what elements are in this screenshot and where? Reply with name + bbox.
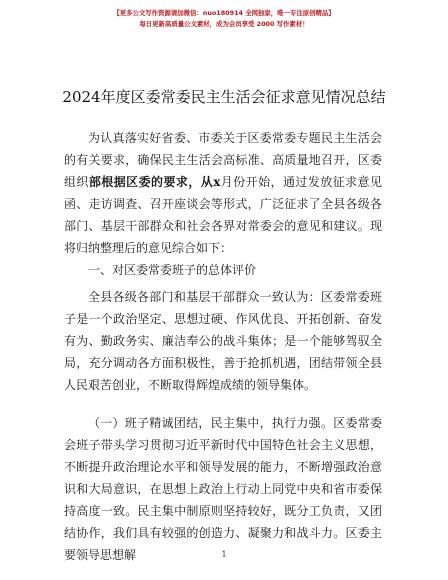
document-title: 2024年度区委常委民主生活会征求意见情况总结 [62, 88, 386, 106]
intro-text-end: 月份开始，通过发放征求意见函、走访调查、召开座谈会等形式，广泛征求了全县各级各部门、基层干部群众和社会各界对常委会的意见和建议。现将归纳整理后的意见综合如下： [64, 175, 382, 255]
unity-paragraph: （一）班子精诚团结，民主集中，执行力强。区委常委会班子带头学习贯彻习近平新时代中国特色社会主义思想，不断提升政治理论水平和领导发展的能力，不断增强政治意识和大局意识，在思想上政治上行动上同党中央和省市委保持高度一致。民主集中制原则坚持较好，既分工负责，又团结协作，我们具有较强的创造力、凝聚力和战斗力。区委主要领导思想解 [64, 416, 382, 562]
overall-evaluation-paragraph: 全县各级各部门和基层干部群众一致认为：区委常委班子是一个政治坚定、思想过硬、作风优良、开拓创新、奋发有为、勤政务实、廉洁奉公的战斗集体；是一个能够驾驭全局，充分调动各方面积极性，善于抢抓机遇，团结带领全县人民艰苦创业，不断取得辉煌成绩的领导集体。 [64, 290, 382, 392]
intro-text-start: 为认真落实好省委、市委关于区委常委专题民主生活会的有关要求，确保民主生活会高标准、高质量地召开，区委组织 [64, 131, 382, 189]
section-heading-overall-evaluation: 一、对区委常委班子的总体评价 [88, 263, 257, 277]
intro-paragraph [64, 127, 382, 259]
header-banner-promo: 【更多公文写作资源请加微信：nuo180914 全网独家，唯一专注原创精品】 [113, 9, 335, 17]
header-banner-subline: 每日更新高质量公文素材，成为会员享受 2000 写作素材！ [139, 20, 309, 28]
page-number: 1 [221, 550, 227, 559]
intro-bold-phrase: 部根据区委的要求，从x [88, 175, 221, 189]
